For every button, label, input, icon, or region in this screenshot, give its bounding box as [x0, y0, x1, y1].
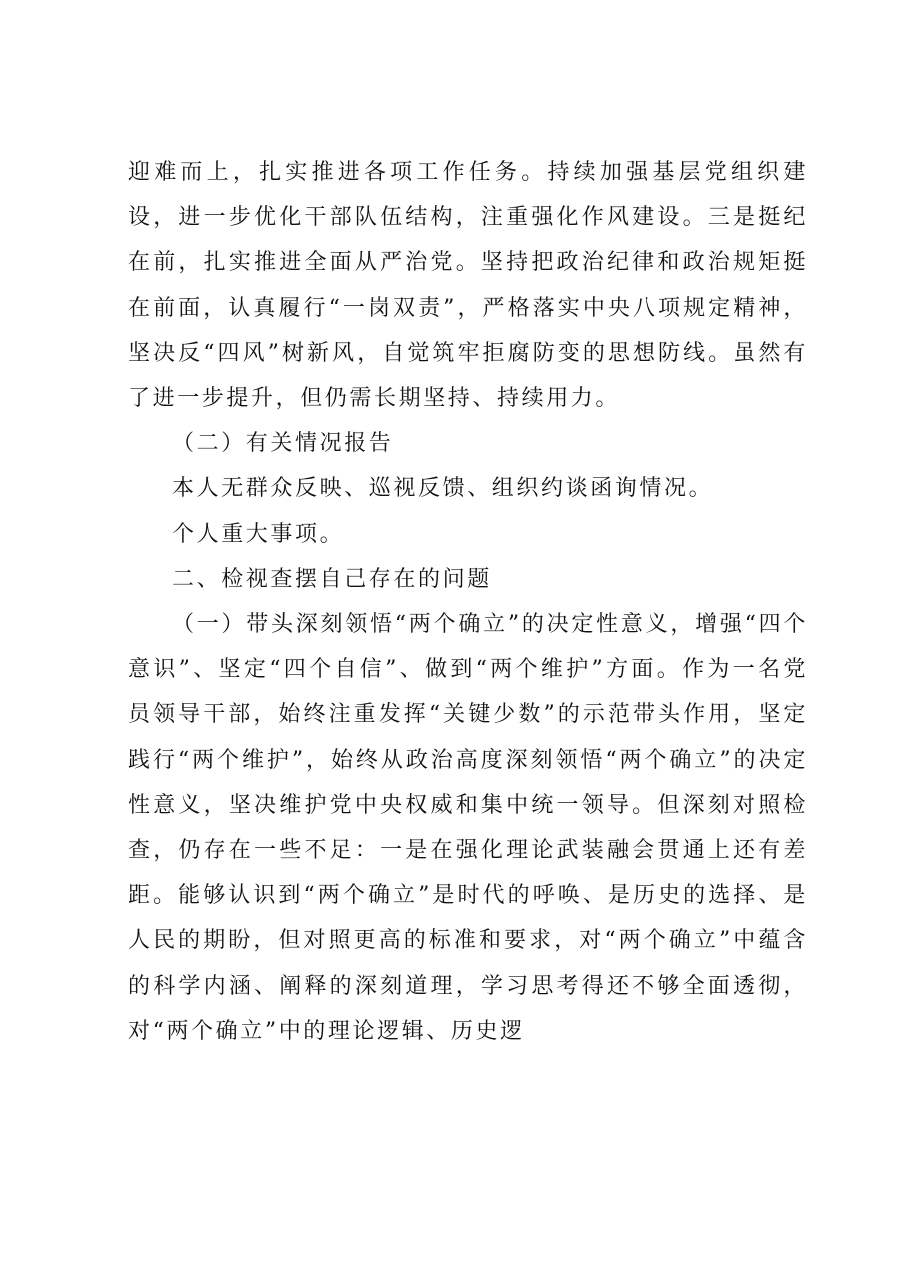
paragraph-no-reports: 本人无群众反映、巡视反馈、组织约谈函询情况。 [172, 476, 714, 502]
document-body [128, 150, 808, 1054]
paragraph-item-one: （一）带头深刻领悟“两个确立”的决定性意义，增强“四个意识”、坚定“四个自信”、做到“两个维护”方面。作为一名党员领导干部，始终注重发挥“关键少数”的示范带头作用，坚定践行“两个维护”，始终从政治高度深刻领悟“两个确立”的决定性意义，坚决维护党中央权威和集中统一领导。但深刻对照检查，仍存在一些不足：一是在强化理论武装融会贯通上还有差距。能够认识到“两个确立”是时代的呼唤、是历史的选择、是人民的期盼，但对照更高的标准和要求，对“两个确立”中蕴含的科学内涵、阐释的深刻道理，学习思考得还不够全面透彻，对“两个确立”中的理论逻辑、历史逻 [128, 612, 808, 1044]
heading-section-two: 二、检视查摆自己存在的问题 [172, 566, 492, 592]
heading-situation-report: （二）有关情况报告 [172, 431, 394, 457]
paragraph-continuation: 迎难而上，扎实推进各项工作任务。持续加强基层党组织建设，进一步优化干部队伍结构，注重强化作风建设。三是挺纪在前，扎实推进全面从严治党。坚持把政治纪律和政治规矩挺在前面，认真履行“一岗双责”，严格落实中央八项规定精神，坚决反“四风”树新风，自觉筑牢拒腐防变的思想防线。虽然有了进一步提升，但仍需长期坚持、持续用力。 [128, 160, 808, 412]
paragraph-personal-matters: 个人重大事项。 [172, 521, 345, 547]
